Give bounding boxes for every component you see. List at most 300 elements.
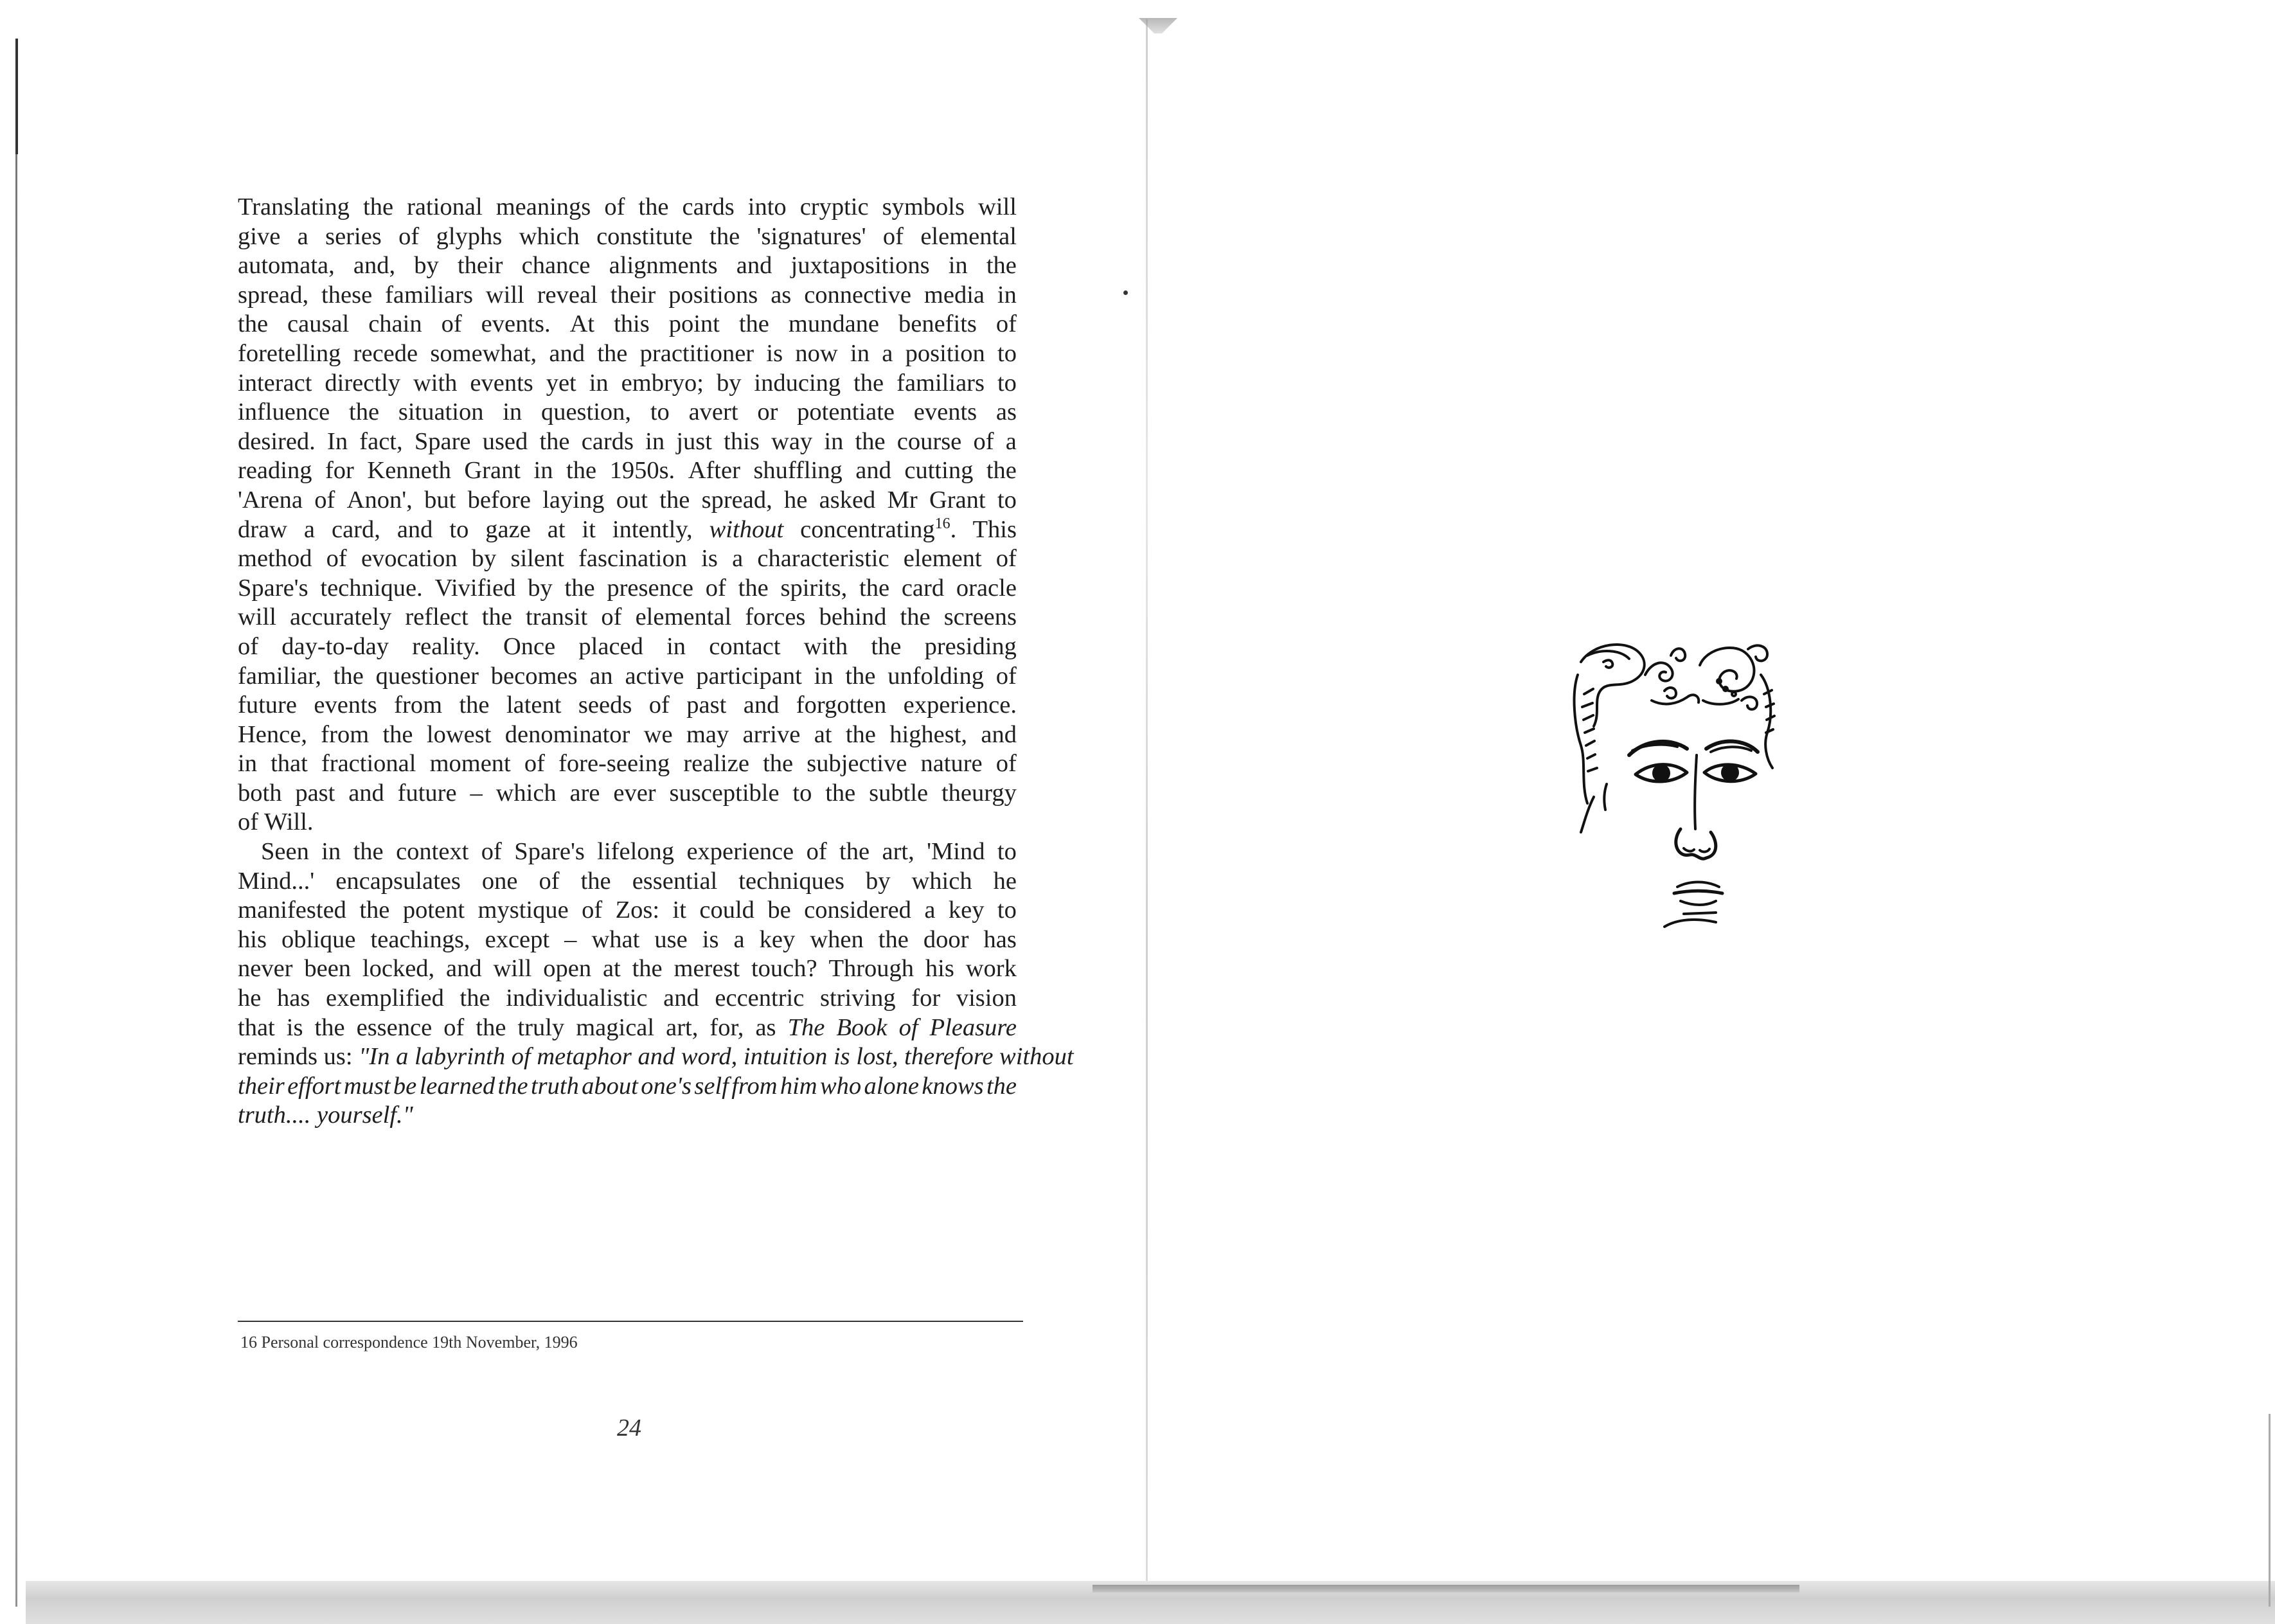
text-line	[238, 954, 1017, 984]
word: out	[616, 486, 648, 513]
text-line	[238, 427, 1017, 457]
word: never	[238, 955, 293, 983]
word: causal	[287, 310, 350, 338]
word: foretelling	[238, 339, 341, 367]
word: he	[238, 985, 262, 1012]
word: placed	[578, 632, 643, 660]
word: self	[694, 1072, 729, 1100]
word: may	[686, 720, 729, 748]
word: avert	[688, 398, 738, 426]
word: from	[394, 692, 443, 719]
word: who	[819, 1072, 862, 1100]
word: to	[997, 486, 1017, 513]
word: recede	[353, 339, 418, 367]
word: is	[766, 339, 783, 367]
word: familiars	[385, 281, 473, 308]
word: fact,	[359, 427, 403, 455]
word: be	[767, 897, 791, 924]
word: one	[481, 867, 518, 895]
word: and	[736, 252, 772, 280]
word: techniques	[738, 867, 844, 895]
word: vision	[956, 985, 1017, 1012]
horn-coil-right	[1700, 648, 1754, 692]
word: been	[304, 955, 352, 983]
text-line	[238, 867, 1017, 897]
pupil-left	[1654, 765, 1669, 781]
word: Seen	[261, 838, 309, 866]
word: of	[441, 310, 462, 338]
word: to	[650, 398, 670, 426]
word: at	[814, 720, 832, 748]
word: lowest	[426, 720, 492, 748]
word: to	[997, 838, 1017, 866]
word: spread,	[238, 281, 309, 308]
word: the	[845, 662, 876, 690]
word: which	[495, 779, 557, 807]
text-line	[238, 456, 1017, 486]
word: the	[481, 603, 512, 631]
word: considered	[804, 897, 911, 924]
word: is	[702, 925, 719, 953]
word: experience.	[903, 692, 1017, 719]
word: a	[882, 339, 893, 367]
word: of	[882, 222, 904, 250]
word: meanings	[495, 193, 591, 220]
text-line	[238, 310, 1017, 339]
text-line	[238, 574, 1017, 603]
word: will	[493, 955, 532, 983]
eyebrow-right-inner	[1711, 747, 1751, 752]
word: presiding	[924, 632, 1017, 660]
word: when	[810, 925, 864, 953]
word: and	[743, 692, 780, 719]
word: situation	[398, 398, 484, 426]
text-line	[238, 486, 1017, 515]
word: highest,	[889, 720, 968, 748]
horn-curl-left	[1587, 651, 1629, 659]
word: the	[986, 457, 1017, 485]
word: –	[470, 779, 483, 807]
word: media	[923, 281, 985, 308]
word: the	[853, 369, 884, 397]
word: which	[519, 222, 580, 250]
word: –	[564, 925, 577, 953]
footnote: 16 Personal correspondence 19th November, 1996	[240, 1333, 578, 1352]
word: After	[688, 457, 740, 485]
word: by	[865, 867, 891, 895]
word: the	[738, 310, 769, 338]
word: the	[839, 838, 870, 866]
word: individualistic	[506, 985, 648, 1012]
word: future	[397, 779, 457, 807]
scan-edge-mark	[15, 39, 18, 154]
coil-left	[1664, 688, 1676, 698]
word: in	[824, 427, 844, 455]
word: the	[353, 838, 384, 866]
text-fragment: draw a card, and to gaze at it intently,	[238, 515, 693, 543]
word: future	[238, 692, 297, 719]
word: both	[238, 779, 282, 807]
word: presence	[607, 574, 693, 602]
mouth-line	[1674, 891, 1722, 893]
word: and	[663, 985, 699, 1012]
text-line	[238, 632, 1017, 662]
word: spirits,	[780, 574, 848, 602]
word: the	[859, 574, 890, 602]
word: and,	[353, 252, 396, 280]
text-line	[238, 603, 1017, 632]
word: truth	[530, 1072, 579, 1100]
word: Grant	[464, 457, 521, 485]
gutter-line	[1146, 19, 1148, 1587]
word: unfolding	[888, 662, 984, 690]
cheek-line-left2	[1604, 784, 1607, 810]
word: influence	[238, 398, 330, 426]
right-edge-line	[2269, 1414, 2271, 1607]
word: door	[923, 925, 969, 953]
word: their	[238, 1072, 285, 1100]
nose-bridge	[1695, 755, 1697, 829]
word: of	[524, 750, 545, 778]
word: touch?	[751, 955, 817, 983]
word: events	[314, 692, 377, 719]
word: cutting	[904, 457, 974, 485]
word: the	[363, 193, 394, 220]
text-line	[238, 544, 1017, 574]
word: Once	[503, 632, 556, 660]
word: cryptic	[799, 193, 869, 220]
word: of	[481, 838, 502, 866]
word: in	[850, 339, 870, 367]
word: are	[569, 779, 600, 807]
word: this	[724, 427, 760, 455]
text-line	[238, 193, 1017, 222]
word: asked	[819, 486, 876, 513]
horn-outline-left	[1581, 645, 1645, 726]
word: reveal	[537, 281, 598, 308]
word: chance	[521, 252, 591, 280]
text-line	[238, 662, 1017, 692]
word: reflect	[405, 603, 468, 631]
word: realize	[683, 750, 749, 778]
text-fragment: reminds us:	[238, 1043, 353, 1071]
word: their	[610, 281, 656, 308]
word: from	[321, 720, 370, 748]
word: method	[238, 545, 312, 573]
text-line	[238, 222, 1017, 252]
word: the	[845, 720, 876, 748]
page-number: 24	[617, 1414, 641, 1441]
word: from	[731, 1072, 778, 1100]
word: must	[343, 1072, 391, 1100]
coil-right	[1742, 697, 1757, 709]
word: eccentric	[715, 985, 805, 1012]
text-line	[238, 1042, 1074, 1072]
word: but	[424, 486, 456, 513]
word: will	[238, 603, 276, 631]
word: forces	[745, 603, 806, 631]
word: familiar,	[238, 662, 321, 690]
word: moment	[429, 750, 511, 778]
book-title: The Book of Pleasure	[787, 1013, 1017, 1041]
word: reality.	[412, 632, 480, 660]
word: the	[986, 252, 1017, 280]
word: could	[699, 897, 754, 924]
word: this	[614, 310, 650, 338]
text-line	[238, 1101, 1017, 1130]
word: theurgy	[941, 779, 1017, 807]
text-line	[238, 896, 1017, 925]
word: encapsulates	[335, 867, 461, 895]
word: the	[900, 603, 931, 631]
word: reading	[238, 457, 312, 485]
word: in	[997, 281, 1017, 308]
word: Hence,	[238, 720, 307, 748]
word: what	[591, 925, 640, 953]
word: a	[924, 897, 936, 924]
word: to	[997, 339, 1017, 367]
word: positions	[668, 281, 758, 308]
speck	[1123, 290, 1128, 295]
word: Translating	[238, 193, 350, 220]
word: learned	[419, 1072, 495, 1100]
word: his	[238, 925, 267, 953]
word: mystique	[477, 897, 569, 924]
word: or	[757, 398, 778, 426]
word: shuffling	[753, 457, 843, 485]
word: of	[995, 310, 1017, 338]
word: of	[806, 838, 827, 866]
word: potent	[402, 897, 465, 924]
word: behind	[819, 603, 887, 631]
word: the	[382, 720, 413, 748]
word: elemental	[635, 603, 732, 631]
word: in	[589, 369, 609, 397]
word: fore-seeing	[558, 750, 670, 778]
word: embryo;	[621, 369, 704, 397]
word: the	[238, 310, 269, 338]
word: subtle	[869, 779, 929, 807]
word: the	[855, 427, 886, 455]
word: questioner	[375, 662, 479, 690]
word: and	[981, 720, 1017, 748]
chin-curve	[1664, 920, 1716, 927]
word: of	[995, 750, 1017, 778]
tendril-left	[1645, 663, 1673, 681]
word: by	[414, 252, 439, 280]
word: as	[995, 398, 1017, 426]
word: will	[978, 193, 1017, 220]
body-text	[238, 193, 1074, 1130]
word: by	[471, 545, 497, 573]
word: element	[903, 545, 982, 573]
footnote-rule	[238, 1321, 1023, 1322]
word: fractional	[321, 750, 416, 778]
word: participant	[696, 662, 802, 690]
text-line	[238, 1072, 1017, 1102]
text-line	[238, 369, 1017, 398]
text-fragment: . This	[950, 515, 1017, 543]
word: rational	[407, 193, 483, 220]
word: Spare	[414, 427, 471, 455]
word: alone	[864, 1072, 920, 1100]
word: silent	[510, 545, 564, 573]
word: spread,	[701, 486, 772, 513]
word: of	[973, 427, 994, 455]
word: in	[645, 427, 665, 455]
word: by	[716, 369, 742, 397]
word: yet	[546, 369, 576, 397]
word: screens	[943, 603, 1017, 631]
word: key	[948, 897, 985, 924]
word: the	[597, 339, 628, 367]
word: course	[897, 427, 962, 455]
word: the	[763, 750, 794, 778]
chin-line	[1684, 913, 1716, 914]
word: just	[676, 427, 712, 455]
word: latent	[506, 692, 562, 719]
word: 1950s.	[609, 457, 675, 485]
word: oracle	[956, 574, 1017, 602]
text-line-content: of Will.	[238, 808, 314, 836]
nose-tip	[1676, 829, 1716, 859]
word: cards	[682, 193, 735, 220]
word: into	[747, 193, 787, 220]
word: denominator	[504, 720, 630, 748]
word: the	[986, 1072, 1017, 1100]
word: as	[771, 281, 792, 308]
word: essential	[632, 867, 718, 895]
pupil-right	[1722, 765, 1738, 780]
word: work	[965, 955, 1017, 983]
word: Spare's	[514, 838, 585, 866]
word: evocation	[361, 545, 458, 573]
nostril-right	[1700, 849, 1709, 852]
word: nature	[920, 750, 983, 778]
word: interact	[238, 369, 312, 397]
word: seeds	[578, 692, 632, 719]
word: arrive	[742, 720, 801, 748]
word: events	[470, 369, 533, 397]
word: manifested	[238, 897, 346, 924]
word: cards	[581, 427, 634, 455]
word: before	[467, 486, 531, 513]
word: has	[983, 925, 1017, 953]
word: juxtapositions	[790, 252, 930, 280]
word: effort	[287, 1072, 341, 1100]
word: for	[911, 985, 941, 1012]
word: the	[871, 632, 902, 660]
word: be	[393, 1072, 417, 1100]
word: an	[589, 662, 613, 690]
word: automata,	[238, 252, 335, 280]
word: in	[814, 662, 834, 690]
word: one's	[641, 1072, 692, 1100]
word: him	[780, 1072, 817, 1100]
word: and	[446, 955, 482, 983]
word: familiars	[897, 369, 985, 397]
coil-top	[1671, 648, 1685, 661]
word: practitioner	[639, 339, 754, 367]
quotation: truth.... yourself."	[238, 1102, 413, 1129]
word: the	[659, 486, 690, 513]
creature-eye-left	[1603, 660, 1612, 668]
word: elemental	[920, 222, 1017, 250]
word: card	[901, 574, 945, 602]
word: the	[333, 662, 364, 690]
word: series	[325, 222, 382, 250]
word: somewhat,	[430, 339, 537, 367]
text-fragment: concentrating	[800, 515, 935, 543]
word: has	[277, 985, 310, 1012]
word: use	[654, 925, 688, 953]
word: to	[997, 897, 1017, 924]
text-line	[238, 925, 1017, 955]
scales-left	[1582, 689, 1597, 771]
word: that	[271, 750, 308, 778]
word: with	[803, 632, 848, 660]
word: Grant	[929, 486, 986, 513]
hair-band	[1703, 699, 1738, 704]
text-line	[238, 1013, 1017, 1043]
text-line	[238, 720, 1017, 750]
word: context	[396, 838, 469, 866]
word: of	[604, 193, 625, 220]
text-line-content	[238, 1042, 1074, 1072]
word: the	[580, 867, 611, 895]
word: about	[582, 1072, 638, 1100]
word: At	[569, 310, 595, 338]
word: potentiate	[797, 398, 895, 426]
word: Mind...'	[238, 867, 315, 895]
word: of	[601, 603, 622, 631]
scan-edge-line	[15, 154, 17, 1607]
word: will	[485, 281, 524, 308]
word: key	[759, 925, 796, 953]
word: a	[732, 545, 744, 573]
word: desired.	[238, 427, 316, 455]
word: to	[792, 779, 812, 807]
word: in	[503, 398, 522, 426]
word: transit	[525, 603, 588, 631]
word: the	[878, 925, 909, 953]
word: and	[549, 339, 585, 367]
word: lifelong	[597, 838, 675, 866]
word: constitute	[596, 222, 693, 250]
quotation: "In a labyrinth of metaphor and word, intuition is lost, therefore without	[359, 1043, 1074, 1071]
word: experience	[686, 838, 794, 866]
word: at	[602, 955, 621, 983]
word: exemplified	[325, 985, 444, 1012]
word: In	[327, 427, 348, 455]
word: way	[771, 427, 813, 455]
word: directly	[325, 369, 400, 397]
word: subjective	[807, 750, 907, 778]
word: locked,	[362, 955, 435, 983]
text-line	[238, 515, 1017, 545]
word: the	[709, 222, 740, 250]
word: in	[321, 838, 341, 866]
word: open	[543, 955, 592, 983]
word: point	[668, 310, 720, 338]
word: position	[905, 339, 985, 367]
word: in	[533, 457, 553, 485]
word: the	[497, 1072, 528, 1100]
word: chain	[368, 310, 422, 338]
word: alignments	[609, 252, 718, 280]
word: ever	[613, 779, 656, 807]
word: the	[638, 193, 669, 220]
